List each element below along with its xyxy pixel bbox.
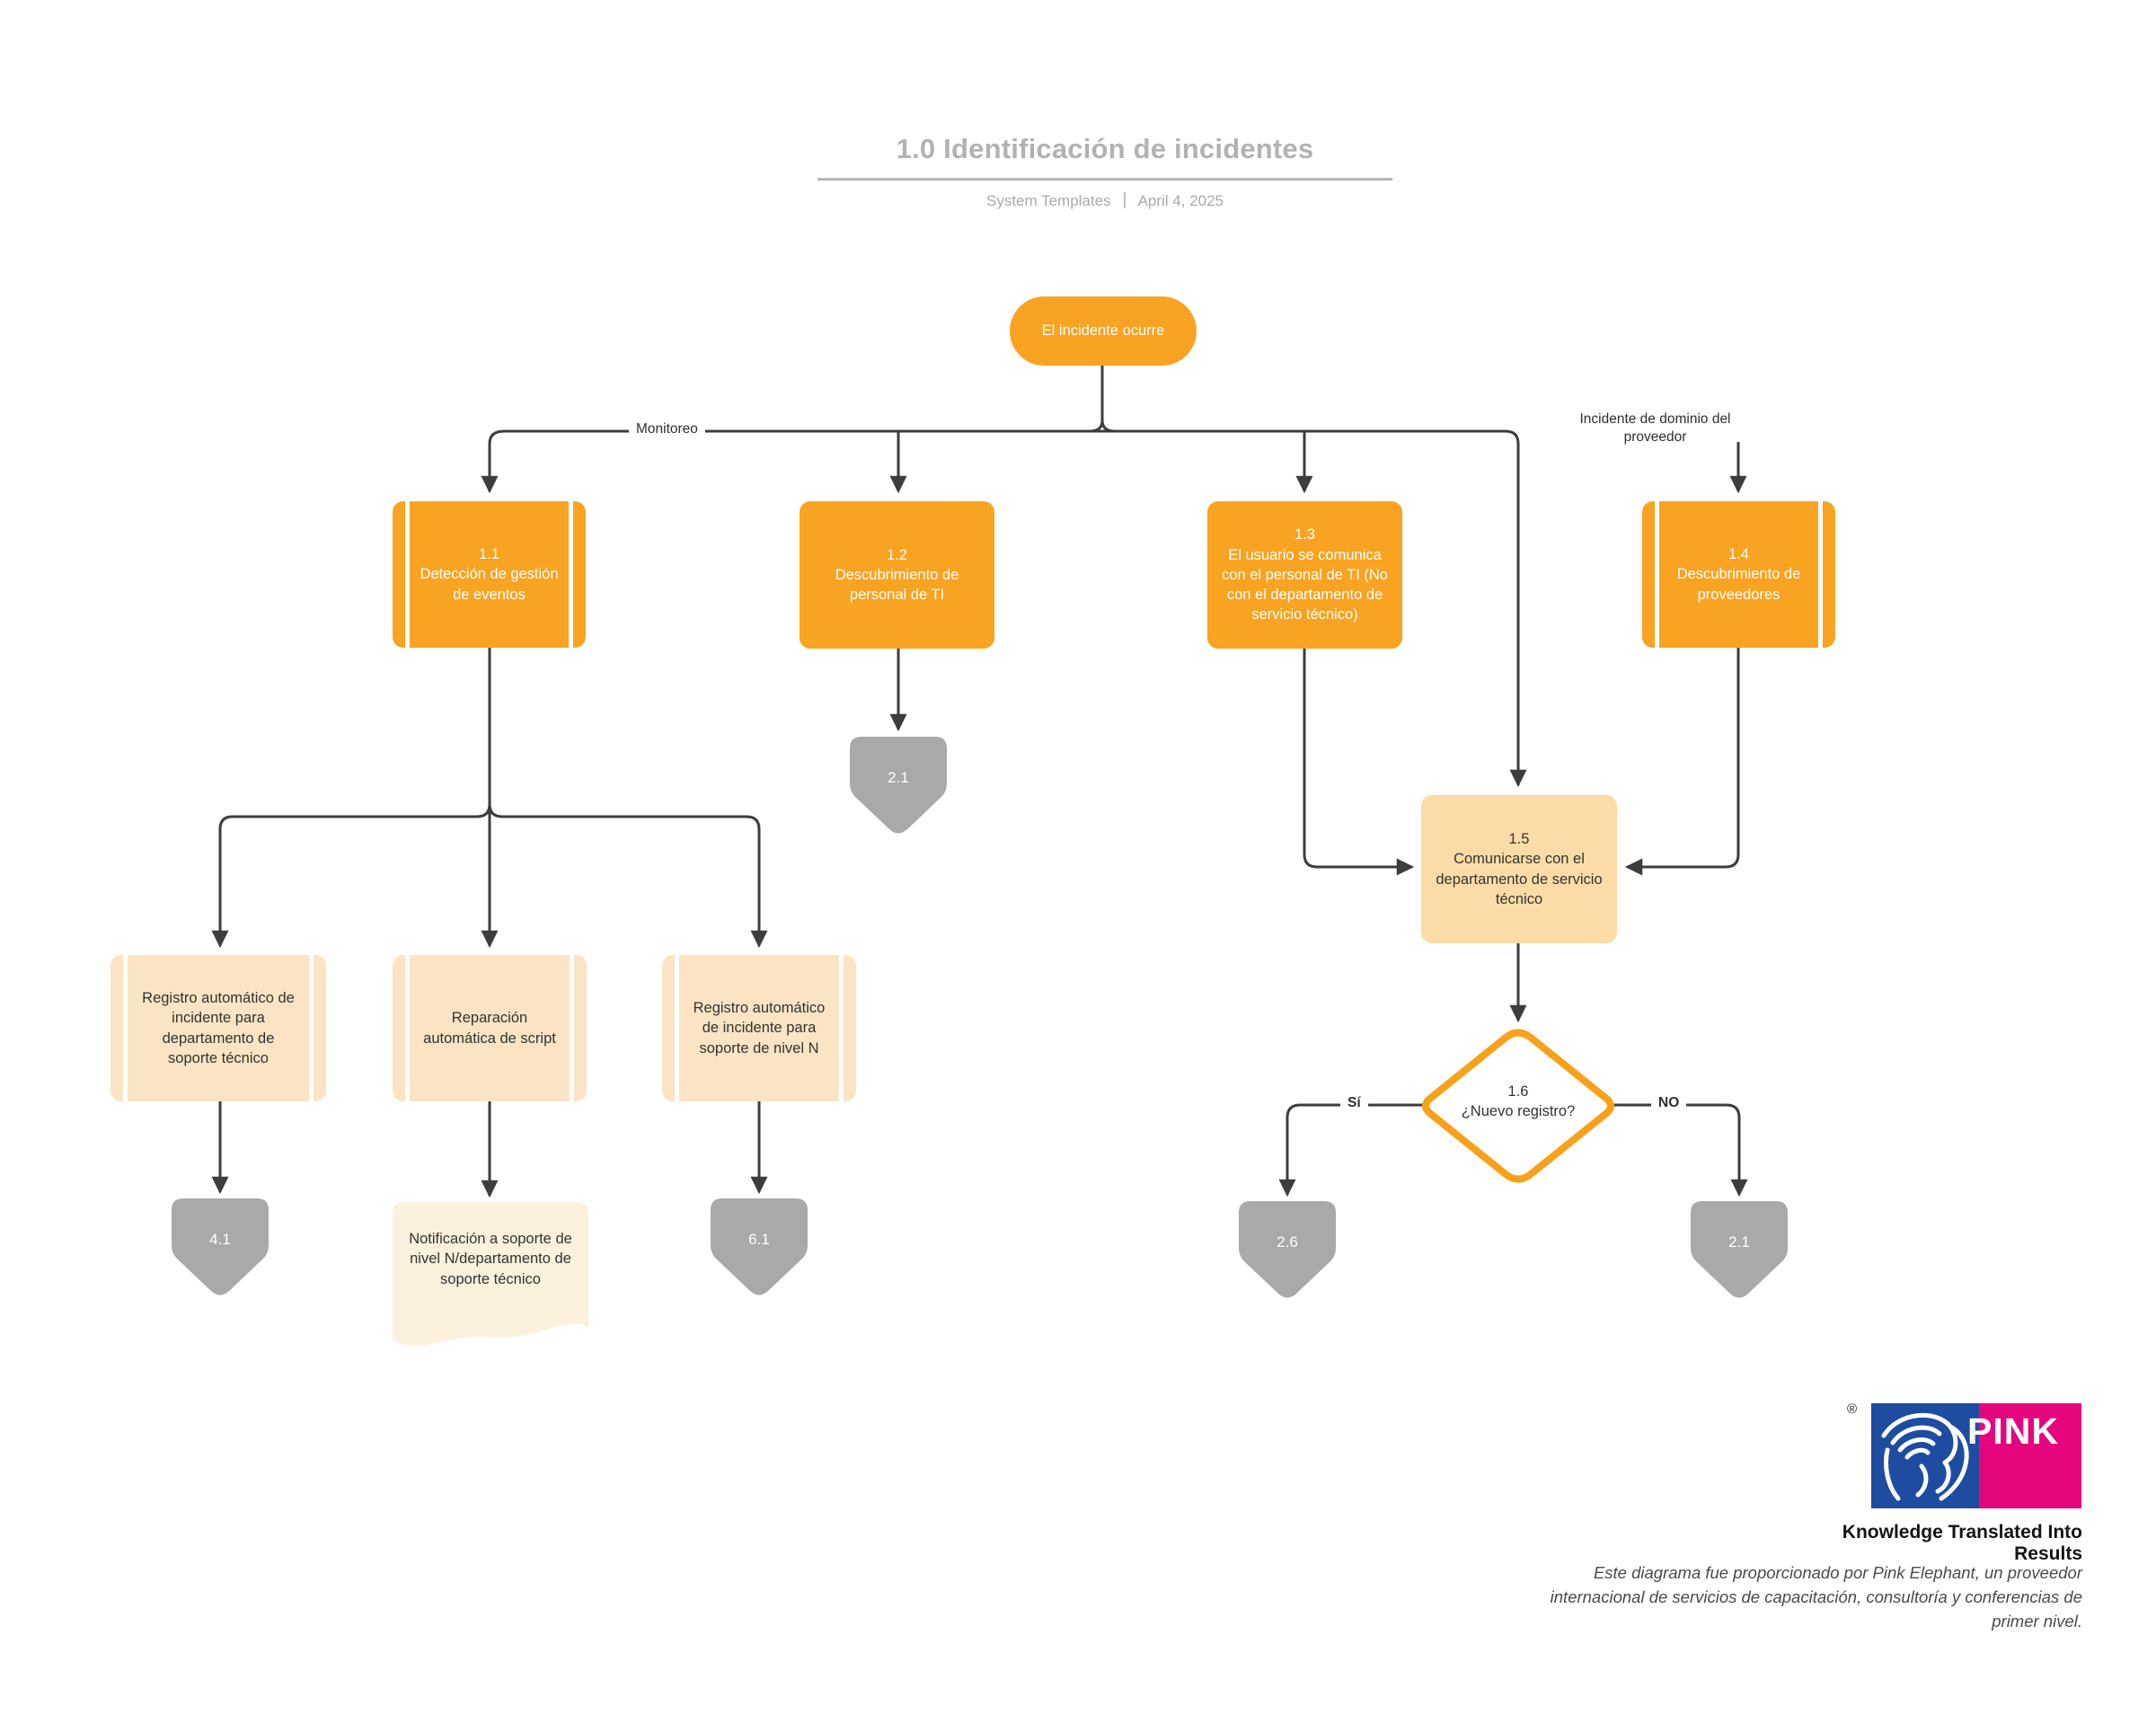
brand-tagline: Knowledge Translated Into Results (1842, 1522, 2082, 1564)
node-auto-incident-log-service-desk (110, 955, 326, 1101)
node-1-4-supplier-discovery (1642, 501, 1835, 648)
node-id: 1.2 (887, 546, 907, 563)
edge-1-1-to-auto-log-level-n (490, 804, 759, 946)
diagram-header (791, 133, 1419, 210)
edge-start-to-1-3 (1115, 431, 1304, 491)
pink-elephant-logo-blue-panel (1871, 1403, 1979, 1508)
node-label: Detección de gestión de eventos (420, 566, 559, 603)
offpage-label: 2.1 (1728, 1233, 1750, 1251)
node-1-1-event-management-detection (393, 501, 586, 648)
subtitle-source: System Templates (985, 192, 1111, 209)
node-label: ¿Nuevo registro? (1461, 1103, 1576, 1120)
edge-start-to-1-2 (898, 420, 1115, 491)
node-label: Descubrimiento de personal de TI (835, 566, 959, 604)
edge-1-4-to-1-5 (1627, 648, 1738, 867)
node-label: Comunicarse con el departamento de servicio técnico (1436, 851, 1603, 907)
subtitle-separator (1124, 192, 1126, 208)
offpage-connector-4-1 (172, 1198, 269, 1297)
node-id: 1.1 (479, 546, 499, 563)
node-label: El incidente ocurre (1041, 323, 1165, 340)
edge-label-monitoreo: Monitoreo (629, 420, 705, 438)
provider-disclaimer: Este diagrama fue proporcionado por Pink Elephant, un proveedor internacional de servicios de capacitación, consultoría y conferencias de primer nivel. (1550, 1563, 2082, 1631)
edge-label-provider-incident: Incidente de dominio del proveedor (1579, 411, 1731, 446)
diagram-subtitle (791, 192, 1419, 210)
node-id: 1.5 (1508, 830, 1530, 847)
node-start-incident-occurs (1010, 296, 1197, 366)
node-1-5-contact-service-desk (1421, 795, 1617, 943)
page-title: 1.0 Identificación de incidentes (896, 133, 1314, 164)
edge-start-to-1-1 (490, 366, 1102, 491)
node-1-2-it-staff-discovery (800, 501, 994, 649)
node-auto-script-repair (393, 955, 587, 1101)
node-label: El usuario se comunica con el personal de TI (No con el departamento de servicio técnico) (1222, 546, 1388, 623)
subtitle-date: April 4, 2025 (1137, 192, 1224, 209)
document-text: Notificación a soporte de nivel N/departamento de soporte técnico (409, 1231, 572, 1287)
edge-label-yes: Sí (1340, 1094, 1368, 1112)
offpage-label: 4.1 (209, 1231, 231, 1248)
node-id: 1.6 (1507, 1083, 1529, 1100)
edge-1-3-to-1-5 (1304, 649, 1412, 867)
edge-1-6-no-to-2-1 (1613, 1105, 1739, 1195)
offpage-connector-2-6 (1239, 1201, 1336, 1300)
pink-logo-wordmark: PINK (1967, 1410, 2059, 1452)
offpage-connector-2-1-no-branch (1691, 1201, 1788, 1300)
node-id: 1.4 (1728, 546, 1749, 563)
node-label: Descubrimiento de proveedores (1676, 566, 1801, 603)
node-label: Reparación automática de script (423, 1010, 556, 1047)
offpage-connector-2-1-under-1-2 (850, 737, 947, 835)
offpage-label: 2.1 (888, 769, 909, 786)
offpage-label: 6.1 (748, 1231, 770, 1248)
node-label: Registro automático de incidente para departamento de soporte técnico (142, 989, 295, 1066)
edge-1-6-yes-to-2-6 (1287, 1105, 1424, 1195)
node-id: 1.3 (1294, 526, 1315, 544)
offpage-label: 2.6 (1277, 1233, 1298, 1251)
node-auto-incident-log-level-n (662, 955, 856, 1101)
node-label: Registro automático de incidente para soporte de nivel N (693, 1000, 826, 1056)
node-1-3-user-contacts-it-staff (1207, 501, 1402, 649)
offpage-connector-6-1 (711, 1198, 808, 1297)
decision-diamond-text (1419, 1082, 1617, 1122)
title-underline (817, 178, 1392, 181)
edge-label-no: NO (1651, 1094, 1686, 1112)
registered-trademark-symbol: ® (1847, 1401, 1858, 1417)
edge-1-1-to-auto-log-desk (220, 804, 490, 946)
elephant-icon (1871, 1403, 1979, 1508)
